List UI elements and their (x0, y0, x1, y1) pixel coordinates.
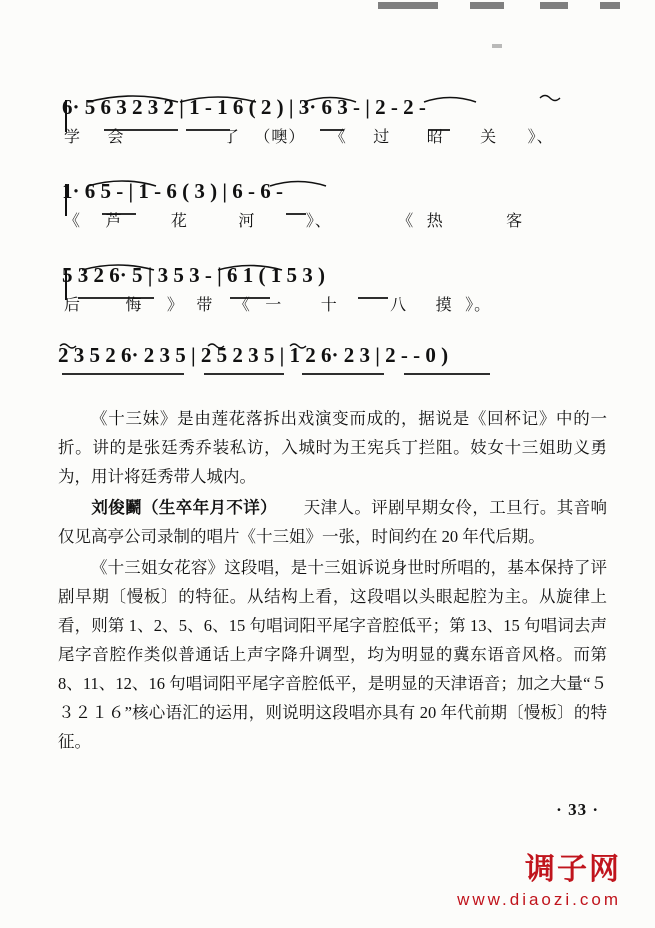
page-content (58, 92, 607, 758)
watermark-url: www.diaozi.com (457, 890, 621, 909)
lyric-syllable: 热 (426, 213, 444, 230)
lyric-syllable: 》、 (527, 129, 554, 146)
lyric-syllable: 十 (320, 297, 338, 314)
performer-bio-text: 天津人。评剧早期女伶，工旦行。其音响仅见高亭公司录制的唱片《十三姐》一张，时间约在 20 年代后期。 (58, 498, 608, 546)
notation-row-3: 5 3 2 6· 5 | 3 5 3 - | 6 1 ( 1 5 3 ) (62, 263, 325, 287)
performer-name: 刘俊鬬 (91, 498, 142, 517)
lyric-syllable: 花 (170, 213, 188, 230)
lyric-syllable: 》。 (465, 297, 492, 314)
lyric-syllable: 《 (397, 213, 415, 230)
music-line-3 (58, 260, 607, 322)
scan-artifacts (0, 0, 655, 30)
lyric-syllable: 后 (64, 297, 82, 314)
prose-body (58, 404, 607, 756)
lyric-syllable: 带 (196, 297, 214, 314)
page-number: · 33 · (556, 800, 599, 819)
lyric-syllable: 昭 (426, 129, 444, 146)
lyric-syllable: 一 (265, 297, 283, 314)
music-line-4 (58, 340, 607, 386)
lyric-syllable: 《 (233, 297, 251, 314)
paragraph-3: 《十三姐女花容》这段唱，是十三姐诉说身世时所唱的，基本保持了评剧早期〔慢板〕的特征。从结构上看，这段唱以头眼起腔为主。从旋律上看，则第 1、2、5、6、15 句唱词阳平尾字音腔低平；第 13、15 句唱词去声尾字音腔作类似普通话上声字降升调型，均为明显的冀东语音风格。而第 8、11、12、16 句唱词阳平尾字音腔低平，是明显的天津语音；加之大量“５３２１６”核心语汇的运用，则说明这段唱亦具有 20 年代前期〔慢板〕的特征。 (58, 558, 607, 751)
notation-row-2: 1· 6 5 - | 1 - 6 ( 3 ) | 6 - 6 - (62, 179, 283, 203)
lyric-syllable: 过 (373, 129, 391, 146)
lyric-syllable: 客 (506, 213, 524, 230)
music-line-1 (58, 92, 607, 154)
lyrics-row-1 (58, 124, 607, 147)
lyric-syllable: 八 (390, 297, 408, 314)
lyric-syllable: 悔 (125, 297, 143, 314)
performer-dates: （生卒年月不详） (141, 498, 277, 517)
lyric-syllable: 《 (64, 213, 82, 230)
lyric-syllable: 《 (329, 129, 347, 146)
notation-row-1: 6· 5 6 3 2 3 2 | 1 - 1 6 ( 2 ) | 3· 6 3 - | 2 - 2 - (62, 95, 426, 119)
watermark-site-name: 调子网 (525, 853, 621, 886)
lyric-syllable: 河 (238, 213, 256, 230)
notation-row-4: 2 3 5 2 6· 2 3 5 | 2 5 2 3 5 | 1 2 6· 2 3 | 2 - - 0 ) (58, 343, 449, 367)
lyric-syllable: 》 (166, 297, 184, 314)
paragraph-bio (58, 493, 607, 551)
lyrics-row-2 (58, 208, 607, 231)
lyric-syllable: 会 (107, 129, 125, 146)
lyric-syllable: 》、 (305, 213, 332, 230)
lyric-syllable: 关 (480, 129, 498, 146)
lyric-syllable: 了 (222, 129, 240, 146)
watermark (457, 844, 621, 910)
lyric-syllable: （噢） (254, 129, 306, 146)
music-line-2 (58, 176, 607, 238)
lyrics-row-3 (58, 292, 607, 315)
lyric-syllable: 摸 (435, 297, 453, 314)
lyric-syllable: 学 (64, 129, 82, 146)
paragraph-1: 《十三妹》是由莲花落拆出戏演变而成的，据说是《回杯记》中的一折。讲的是张廷秀乔装私访，入城时为王宪兵丁拦阻。妓女十三姐助义勇为，用计将廷秀带人城内。 (58, 409, 607, 486)
lyric-syllable: 芦 (105, 213, 123, 230)
